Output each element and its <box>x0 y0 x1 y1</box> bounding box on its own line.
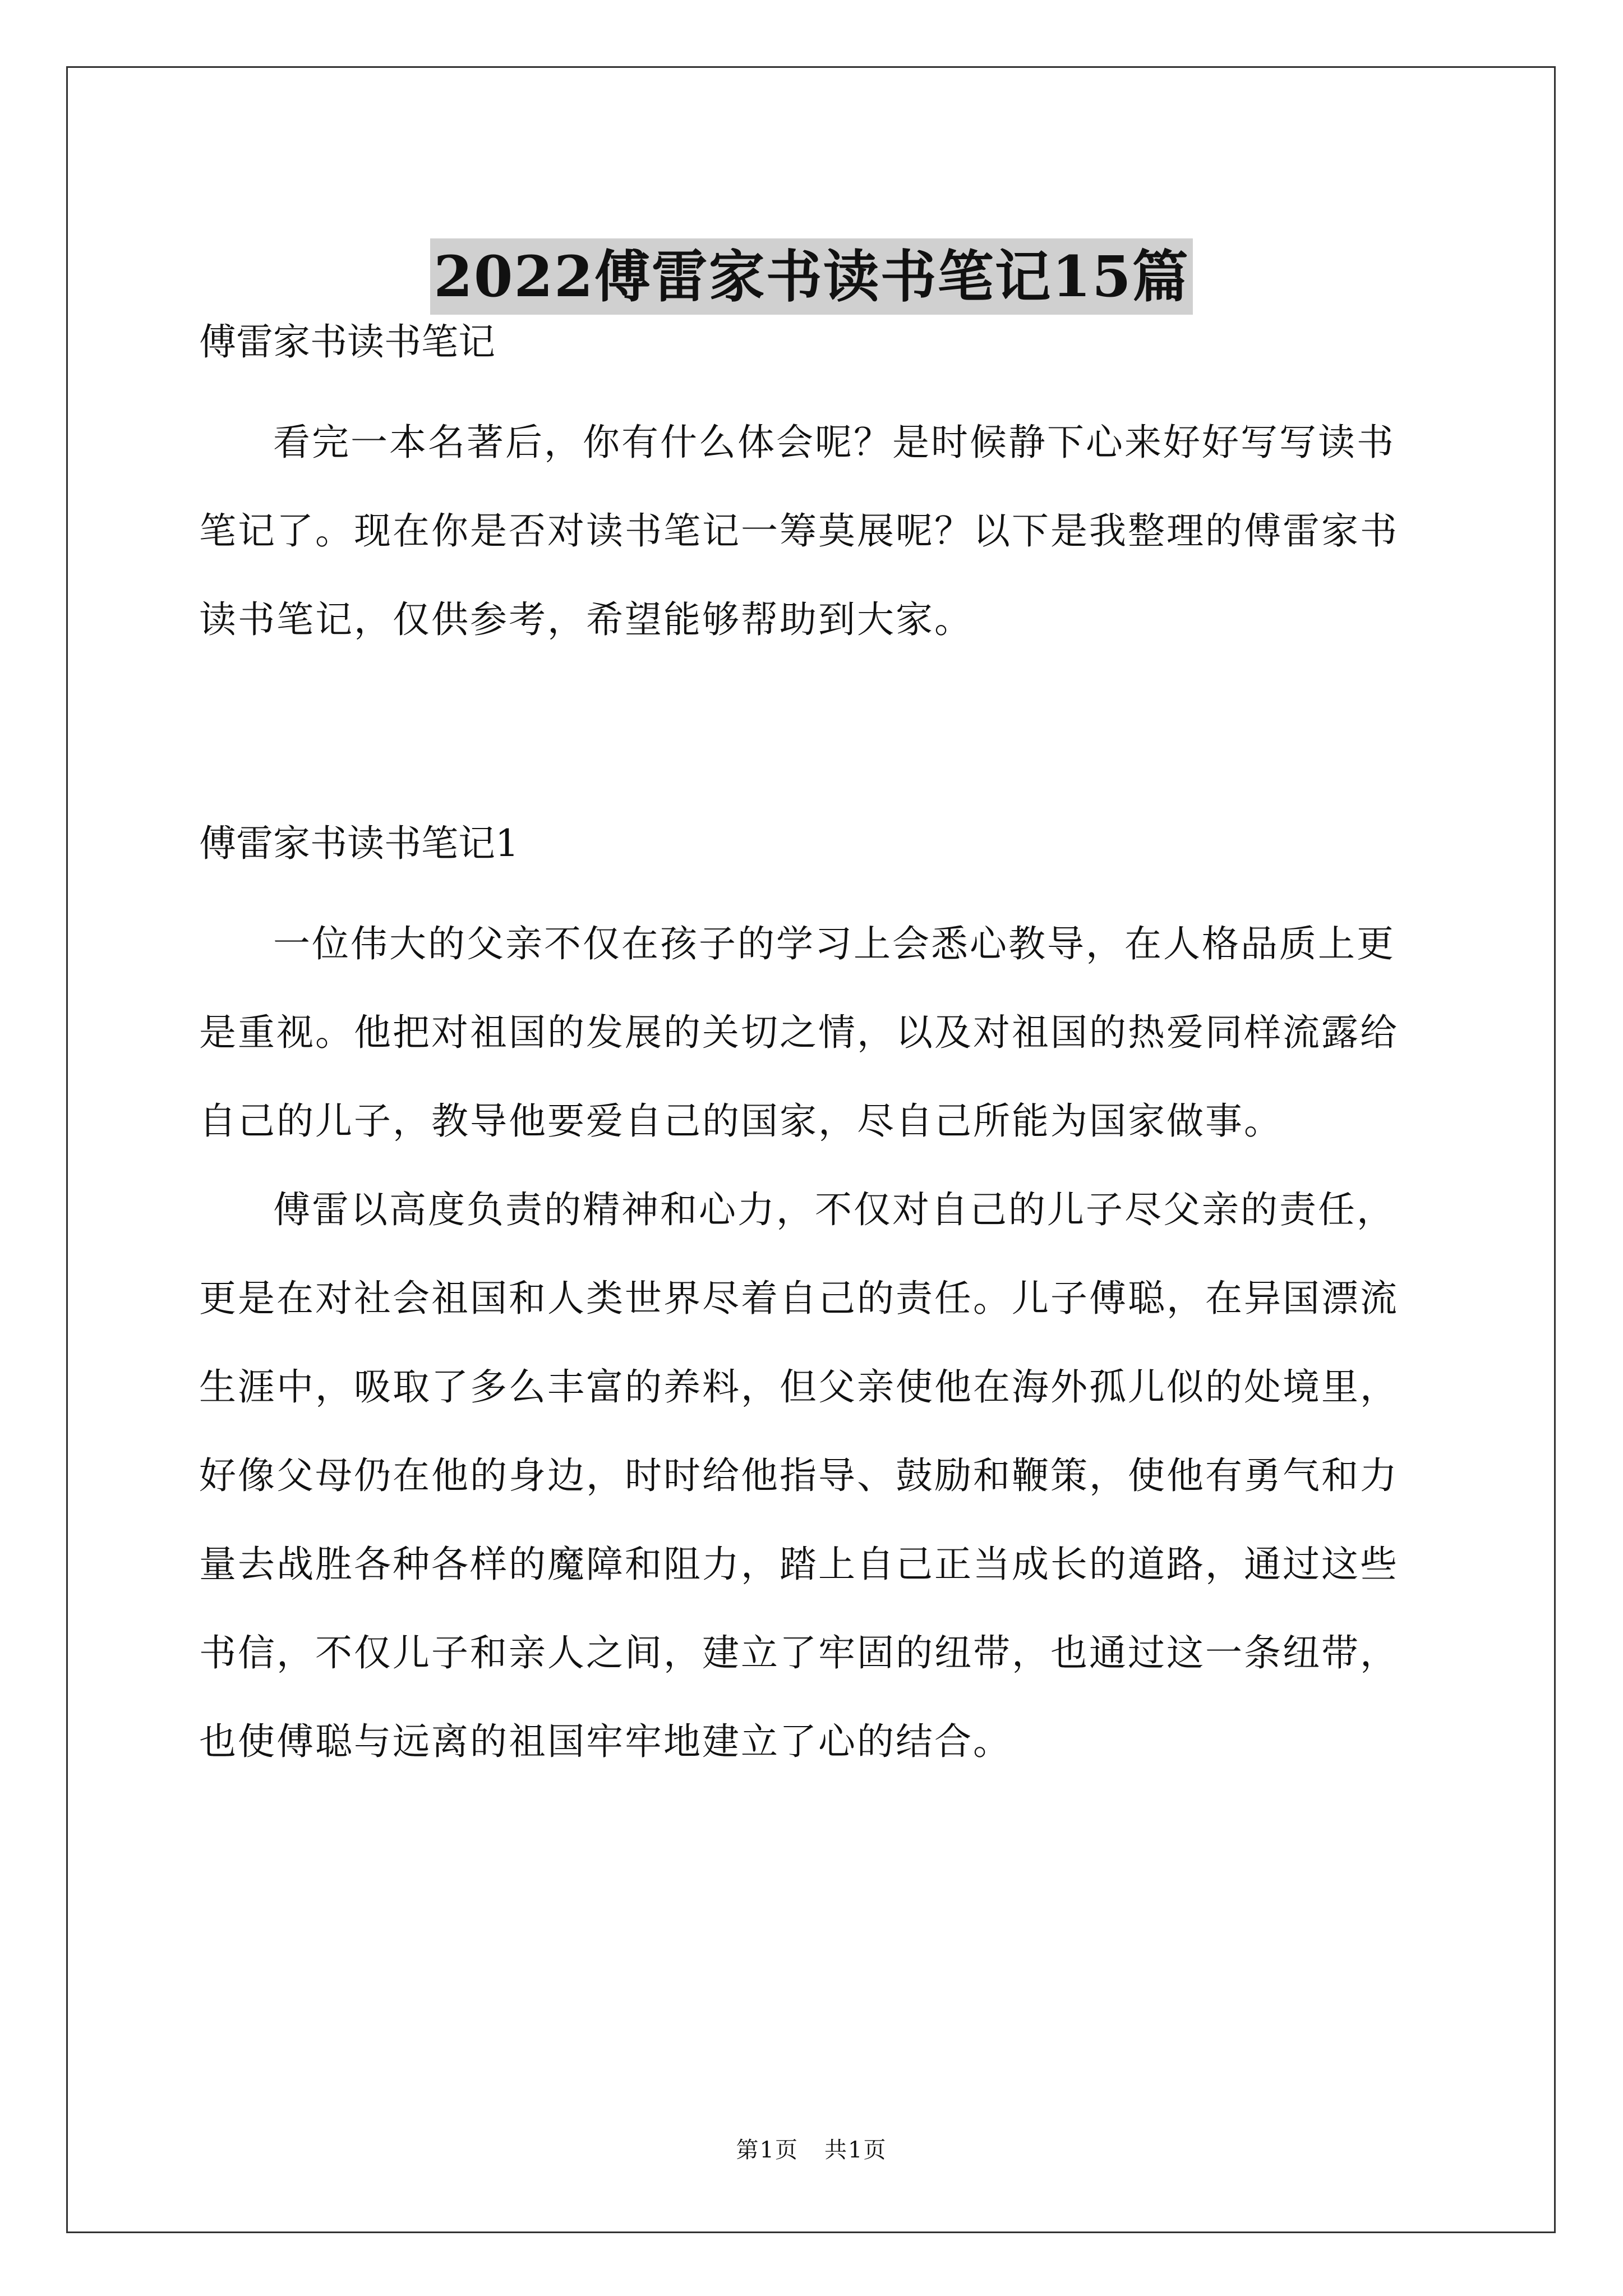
document-title: 2022傅雷家书读书笔记15篇 <box>430 238 1192 315</box>
page-number: 第1页 <box>736 2137 799 2163</box>
paragraph-intro: 看完一本名著后，你有什么体会呢？是时候静下心来好好写写读书笔记了。现在你是否对读书笔记一筹莫展呢？以下是我整理的傅雷家书读书笔记，仅供参考，希望能够帮助到大家。 <box>199 421 1399 641</box>
page-total: 共1页 <box>824 2137 887 2163</box>
section-heading-1: 傅雷家书读书笔记1 <box>199 822 519 865</box>
page-footer <box>0 2136 1623 2164</box>
document-body <box>199 303 1433 1786</box>
paragraph-1-2: 傅雷以高度负责的精神和心力，不仅对自己的儿子尽父亲的责任，更是在对社会祖国和人类世界尽着自己的责任。儿子傅聪，在异国漂流生涯中，吸取了多么丰富的养料，但父亲使他在海外孤儿似的处境里，好像父母仍在他的身边，时时给他指导、鼓励和鞭策，使他有勇气和力量去战胜各种各样的魔障和阻力，踏上自己正当成长的道路，通过这些书信，不仅儿子和亲人之间，建立了牢固的纽带，也通过这一条纽带，也使傅聪与远离的祖国牢牢地建立了心的结合。 <box>199 1188 1399 1763</box>
section-heading-intro: 傅雷家书读书笔记 <box>199 320 495 364</box>
paragraph-1-1: 一位伟大的父亲不仅在孩子的学习上会悉心教导，在人格品质上更是重视。他把对祖国的发展的关切之情，以及对祖国的热爱同样流露给自己的儿子，教导他要爱自己的国家，尽自己所能为国家做事。 <box>199 922 1399 1143</box>
